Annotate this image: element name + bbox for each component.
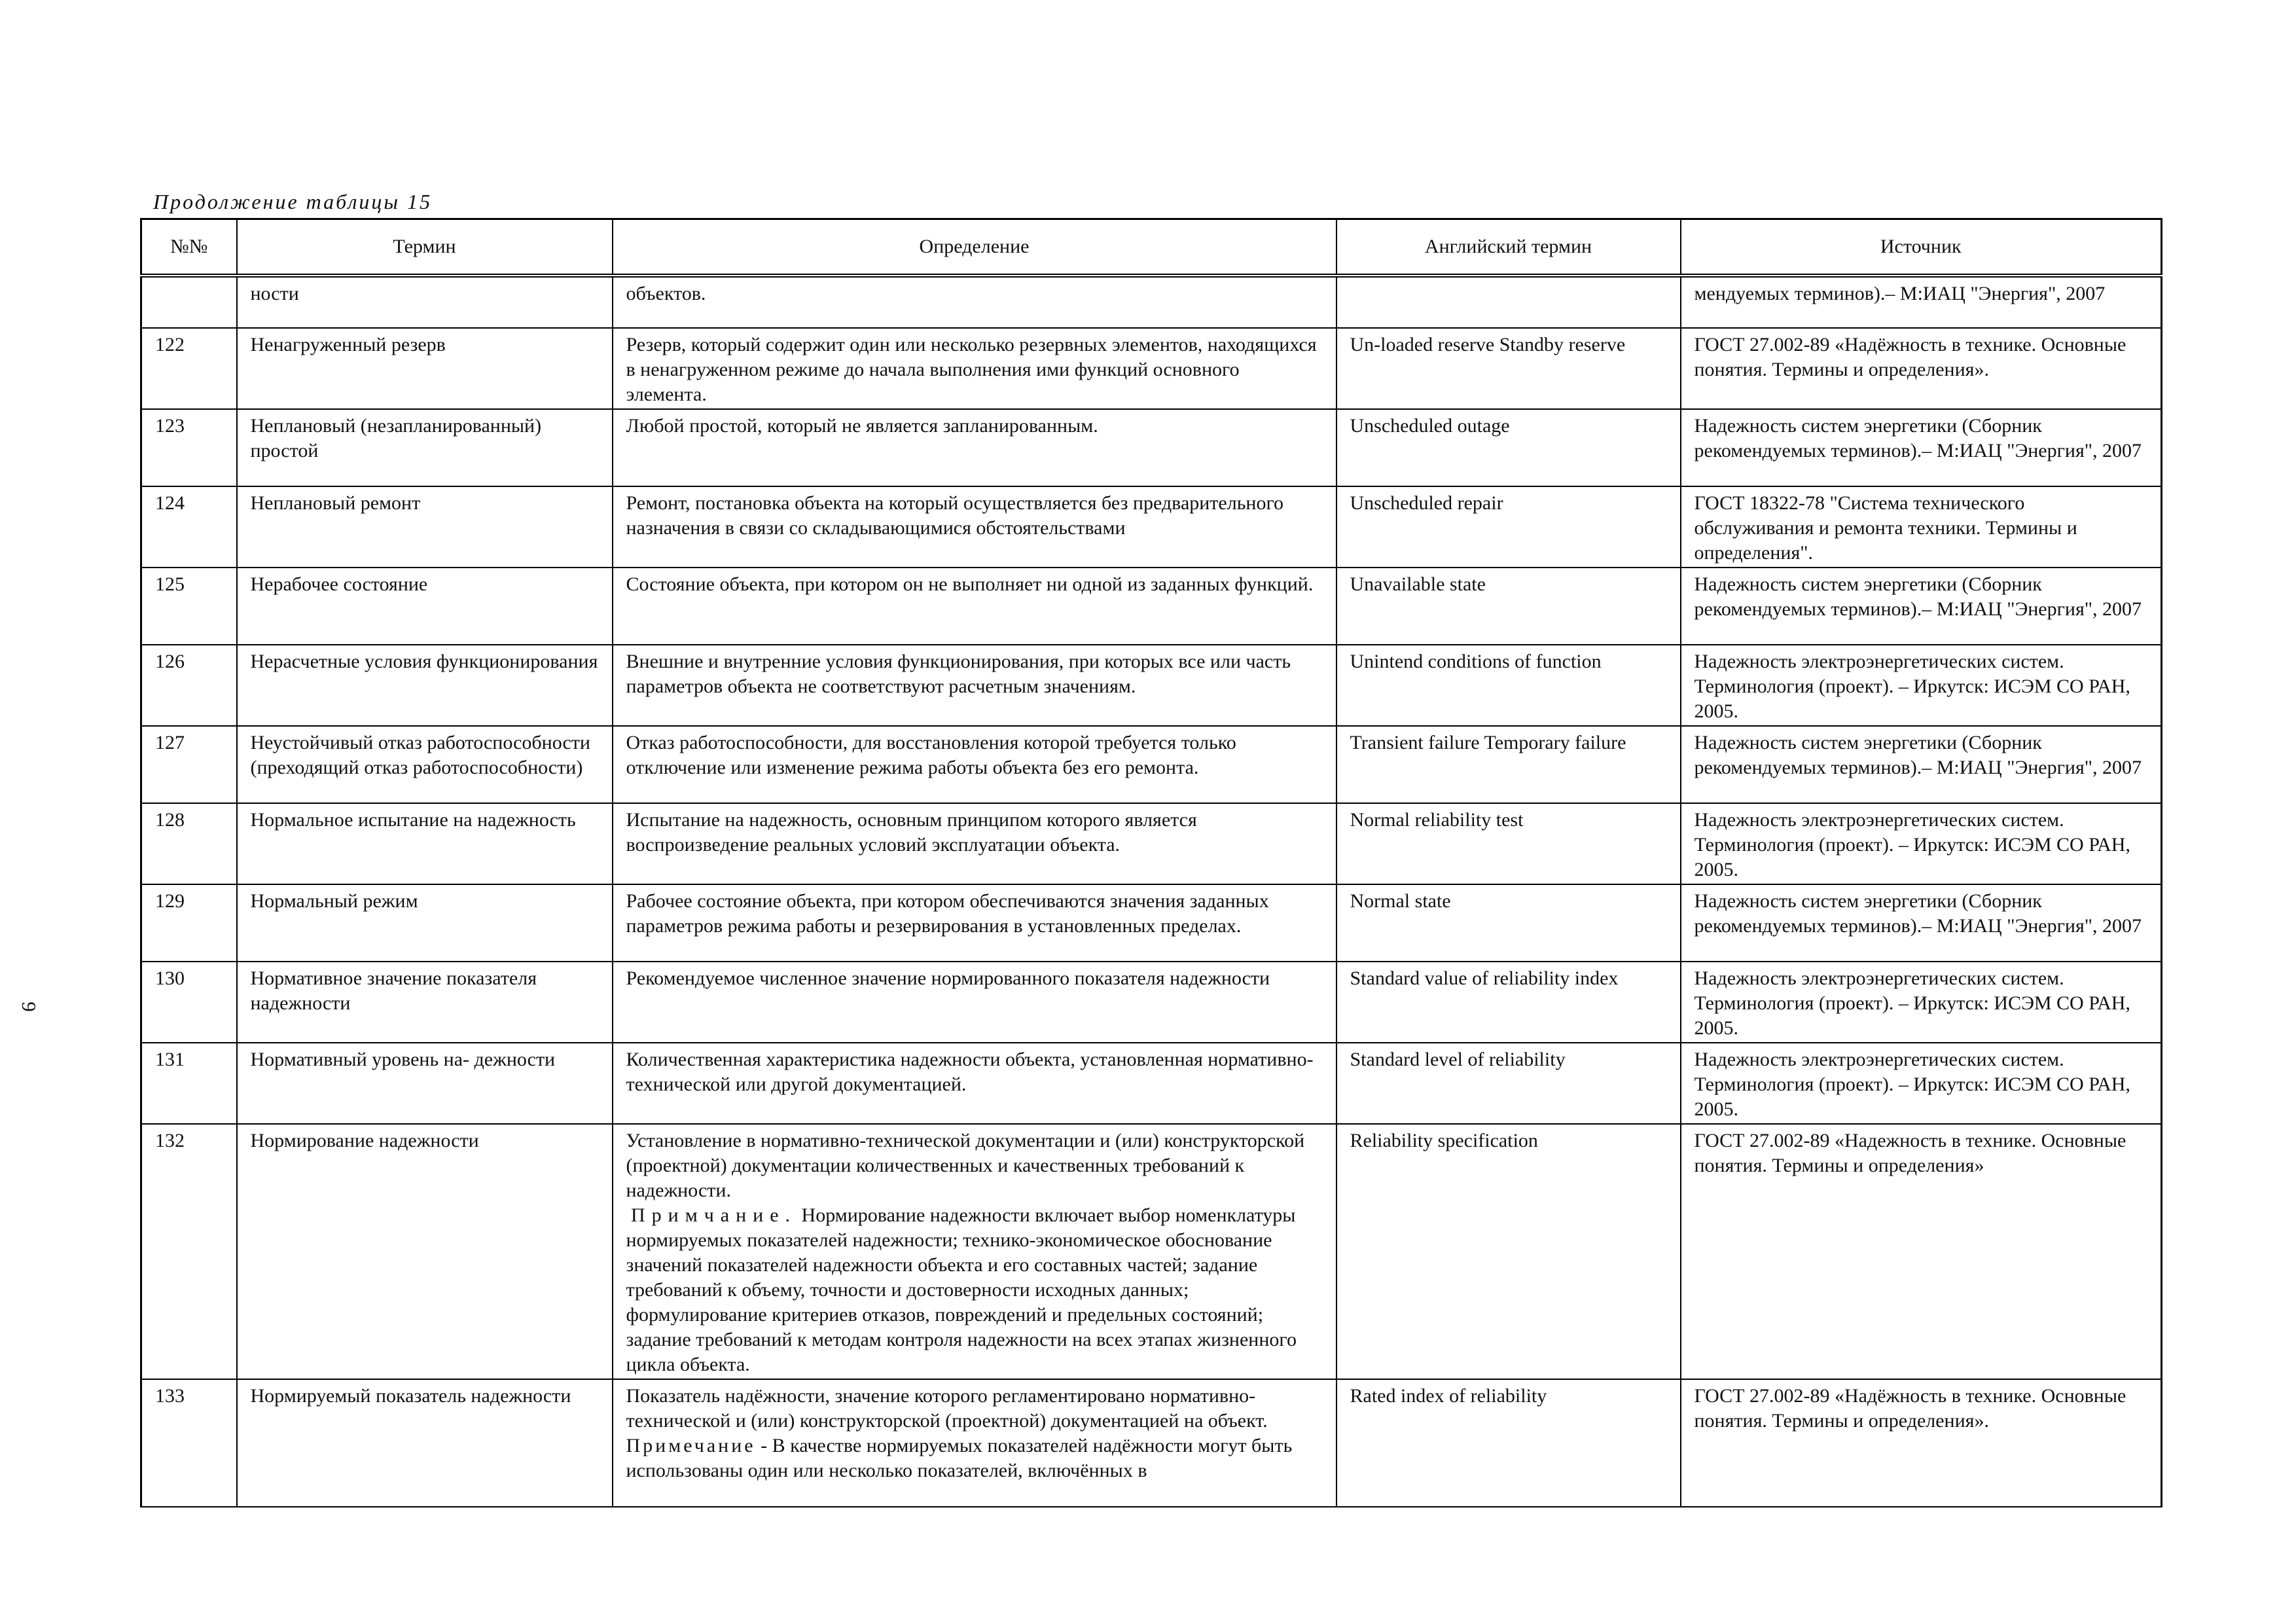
table-row [141,328,2162,409]
row-number: 126 [141,645,237,726]
header-english-term: Английский термин [1336,219,1681,276]
header-number: №№ [141,219,237,276]
row-term: Нормальное испытание на надежность [237,803,613,884]
note-text: - В качестве нормируемых показателей надёжности могут быть использованы один или несколько показателей, включённых в [626,1435,1293,1481]
header-source: Источник [1681,219,2162,276]
row-english-term [1336,276,1681,328]
row-source: Надежность систем энергетики (Сборник рекомендуемых терминов).– М:ИАЦ "Энергия", 2007 [1681,409,2162,486]
table-row [141,568,2162,645]
row-source: ГОСТ 27.002-89 «Надёжность в технике. Основные понятия. Термины и определения». [1681,1379,2162,1507]
row-term: Нормируемый показатель надежности [237,1379,613,1507]
table-row [141,486,2162,568]
row-term: Неустойчивый отказ работоспособности (преходящий отказ работоспособности) [237,726,613,803]
row-definition: Количественная характеристика надежности объекта, установленная нормативно-технической или другой документацией. [613,1043,1336,1124]
definition-text: Показатель надёжности, значение которого регламентировано нормативно-технической и (или) конструкторской (проектной) документацией на объект. [626,1385,1268,1432]
note-label: Примчание. [631,1204,797,1226]
row-source: ГОСТ 27.002-89 «Надёжность в технике. Основные понятия. Термины и определения». [1681,328,2162,409]
table-row [141,803,2162,884]
row-definition: Рабочее состояние объекта, при котором обеспечиваются значения заданных параметров режима работы и резервирования в установленных пределах. [613,884,1336,962]
row-source: ГОСТ 18322-78 "Система технического обслуживания и ремонта техники. Термины и определения". [1681,486,2162,568]
row-term: Ненагруженный резерв [237,328,613,409]
row-definition: Состояние объекта, при котором он не выполняет ни одной из заданных функций. [613,568,1336,645]
row-definition: Любой простой, который не является запланированным. [613,409,1336,486]
row-english-term: Reliability specification [1336,1124,1681,1379]
table-row [141,276,2162,328]
row-english-term: Unintend conditions of function [1336,645,1681,726]
row-definition: Внешние и внутренние условия функционирования, при которых все или часть параметров объекта не соответствуют расчетным значениям. [613,645,1336,726]
row-english-term: Rated index of reliability [1336,1379,1681,1507]
note-text: Нормирование надежности включает выбор номенклатуры нормируемых показателей надежности; технико-экономическое обоснование значений показателей надежности объекта и его составных частей; задание требований к объему, точности и достоверности исходных данных; формулирование критериев отказов, повреждений и предельных состояний; задание требований к методам контроля надежности на всех этапах жизненного цикла объекта. [626,1204,1297,1375]
row-english-term: Standard level of reliability [1336,1043,1681,1124]
row-english-term: Standard value of reliability index [1336,962,1681,1043]
row-number: 127 [141,726,237,803]
row-number: 133 [141,1379,237,1507]
table-caption: Продолжение таблицы 15 [153,190,433,213]
row-definition: Ремонт, постановка объекта на который осуществляется без предварительного назначения в связи со складывающимися обстоятельствами [613,486,1336,568]
row-source: Надежность электроэнергетических систем. Терминология (проект). – Иркутск: ИСЭМ СО РАН, 2005. [1681,803,2162,884]
row-source: ГОСТ 27.002-89 «Надежность в технике. Основные понятия. Термины и определения» [1681,1124,2162,1379]
row-source: Надежность систем энергетики (Сборник рекомендуемых терминов).– М:ИАЦ "Энергия", 2007 [1681,726,2162,803]
table-row [141,409,2162,486]
row-term: Нормирование надежности [237,1124,613,1379]
row-term: Нерабочее состояние [237,568,613,645]
row-english-term: Transient failure Temporary failure [1336,726,1681,803]
row-number: 132 [141,1124,237,1379]
row-source: мендуемых терминов).– М:ИАЦ "Энергия", 2007 [1681,276,2162,328]
row-source: Надежность систем энергетики (Сборник рекомендуемых терминов).– М:ИАЦ "Энергия", 2007 [1681,884,2162,962]
row-term: Нормальный режим [237,884,613,962]
row-number: 130 [141,962,237,1043]
table-row [141,1124,2162,1379]
terms-table [140,218,2162,1507]
table-row [141,645,2162,726]
row-english-term: Unavailable state [1336,568,1681,645]
row-definition [613,1379,1336,1507]
row-english-term: Normal state [1336,884,1681,962]
row-source: Надежность электроэнергетических систем. Терминология (проект). – Иркутск: ИСЭМ СО РАН, 2005. [1681,1043,2162,1124]
row-number [141,276,237,328]
row-number: 128 [141,803,237,884]
row-definition: Резерв, который содержит один или несколько резервных элементов, находящихся в ненагруженном режиме до начала выполнения ими функций основного элемента. [613,328,1336,409]
row-definition [613,1124,1336,1379]
row-english-term: Un-loaded reserve Standby reserve [1336,328,1681,409]
row-term: ности [237,276,613,328]
row-english-term: Unscheduled outage [1336,409,1681,486]
row-number: 123 [141,409,237,486]
row-source: Надежность электроэнергетических систем. Терминология (проект). – Иркутск: ИСЭМ СО РАН, 2005. [1681,645,2162,726]
table-row [141,962,2162,1043]
row-definition: объектов. [613,276,1336,328]
page-number: 9 [17,1001,41,1012]
row-term: Нерасчетные условия функционирования [237,645,613,726]
row-term: Неплановый ремонт [237,486,613,568]
definition-text: Установление в нормативно-технической документации и (или) конструкторской (проектной) документации количественных и качественных требований к надежности. [626,1130,1305,1201]
row-definition: Испытание на надежность, основным принципом которого является воспроизведение реальных условий эксплуатации объекта. [613,803,1336,884]
note-label: Примечание [626,1435,756,1456]
table-row [141,1043,2162,1124]
row-term: Нормативное значение показателя надежности [237,962,613,1043]
row-number: 125 [141,568,237,645]
header-term: Термин [237,219,613,276]
row-term: Неплановый (незапланированный) простой [237,409,613,486]
row-number: 124 [141,486,237,568]
row-english-term: Unscheduled repair [1336,486,1681,568]
header-row [141,219,2162,276]
row-definition: Рекомендуемое численное значение нормированного показателя надежности [613,962,1336,1043]
row-source: Надежность систем энергетики (Сборник рекомендуемых терминов).– М:ИАЦ "Энергия", 2007 [1681,568,2162,645]
table-row [141,884,2162,962]
row-english-term: Normal reliability test [1336,803,1681,884]
row-number: 122 [141,328,237,409]
table-row [141,1379,2162,1507]
table-row [141,726,2162,803]
row-number: 131 [141,1043,237,1124]
header-definition: Определение [613,219,1336,276]
row-source: Надежность электроэнергетических систем. Терминология (проект). – Иркутск: ИСЭМ СО РАН, 2005. [1681,962,2162,1043]
row-number: 129 [141,884,237,962]
row-term: Нормативный уровень на- дежности [237,1043,613,1124]
row-definition: Отказ работоспособности, для восстановления которой требуется только отключение или изменение режима работы объекта без его ремонта. [613,726,1336,803]
